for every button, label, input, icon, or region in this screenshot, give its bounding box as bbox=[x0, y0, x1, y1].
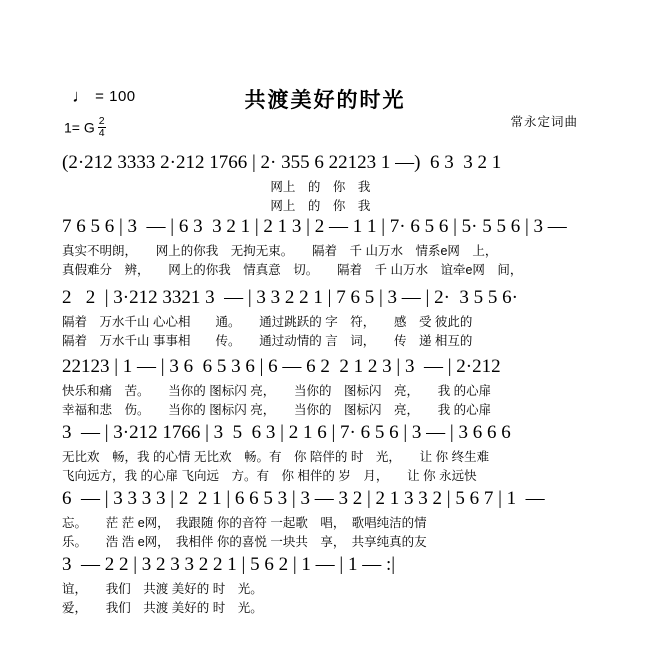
lyric-line-2: 乐。 浩 浩 e网， 我相伴 你的喜悦 一块共 享， 共享纯真的友 bbox=[62, 535, 427, 549]
music-system-6 bbox=[62, 484, 592, 552]
notation-line: (2·212 3333 2·212 1766 | 2· 355 6 22123 1 —) 6 3 3 2 1 bbox=[62, 152, 502, 173]
music-system-5 bbox=[62, 418, 592, 486]
lyric-line-2: 飞向远方，我 的心扉 飞向远 方。有 你 相伴的 岁 月， 让 你 永远快 bbox=[62, 469, 477, 483]
lyric-line-2: 幸福和悲 伤。 当你的 图标闪 亮， 当你的 图标闪 亮， 我 的心扉 bbox=[62, 403, 492, 417]
lyric-line-2: 真假难分 辨， 网上的你我 情真意 切。 隔着 千 山万水 谊牵e网 间， bbox=[62, 263, 523, 277]
composer-credit: 常永定词曲 bbox=[510, 115, 578, 129]
music-system-1 bbox=[62, 148, 592, 216]
key-signature bbox=[64, 116, 106, 138]
lyric-line-1: 网上 的 你 我 bbox=[62, 180, 371, 194]
music-system-7 bbox=[62, 550, 592, 618]
music-system-2 bbox=[62, 212, 592, 280]
lyric-line-1: 无比欢 畅，我 的心情 无比欢 畅。有 你 陪伴的 时 光， 让 你 终生难 bbox=[62, 450, 490, 464]
tempo-value: = 100 bbox=[95, 88, 136, 105]
notation-line: 6 — | 3 3 3 3 | 2 2 1 | 6 6 5 3 | 3 — 3 2 | 2 1 3 3 2 | 5 6 7 | 1 — bbox=[62, 488, 545, 509]
notation-line: 3 — 2 2 | 3 2 3 3 2 2 1 | 5 6 2 | 1 — | 1 — :| bbox=[62, 554, 396, 575]
quarter-note-icon: ♩ bbox=[72, 86, 91, 106]
notation-line: 22123 | 1 — | 3 6 6 5 3 6 | 6 — 6 2 2 1 2 3 | 3 — | 2·212 bbox=[62, 356, 501, 377]
lyric-line-2: 爱， 我们 共渡 美好的 时 光。 bbox=[62, 601, 263, 615]
music-system-4 bbox=[62, 352, 592, 420]
lyric-line-1: 谊， 我们 共渡 美好的 时 光。 bbox=[62, 582, 263, 596]
lyric-line-1: 真实不明朗， 网上的你我 无拘无束。 隔着 千 山万水 情系e网 上， bbox=[62, 244, 498, 258]
music-system-3 bbox=[62, 283, 592, 351]
lyric-line-1: 隔着 万水千山 心心相 通。 通过跳跃的 字 符， 感 受 彼此的 bbox=[62, 315, 473, 329]
key-label: 1= G bbox=[64, 119, 95, 136]
lyric-line-2: 网上 的 你 我 bbox=[62, 199, 371, 213]
lyric-line-2: 隔着 万水千山 事事相 传。 通过动情的 言 词， 传 递 相互的 bbox=[62, 334, 473, 348]
time-signature: $\frac{2}{4}$ bbox=[98, 115, 105, 139]
lyric-line-1: 快乐和痛 苦。 当你的 图标闪 亮， 当你的 图标闪 亮， 我 的心扉 bbox=[62, 384, 492, 398]
lyric-line-1: 忘。 茫 茫 e网， 我跟随 你的音符 一起歌 唱， 歌唱纯洁的情 bbox=[62, 516, 427, 530]
notation-line: 3 — | 3·212 1766 | 3 5 6 3 | 2 1 6 | 7· 6 5 6 | 3 — | 3 6 6 6 bbox=[62, 422, 511, 443]
notation-line: 2 2 | 3·212 3321 3 — | 3 3 2 2 1 | 7 6 5 | 3 — | 2· 3 5 5 6· bbox=[62, 287, 518, 308]
notation-line: 7 6 5 6 | 3 — | 6 3 3 2 1 | 2 1 3 | 2 — 1 1 | 7· 6 5 6 | 5· 5 5 6 | 3 — bbox=[62, 216, 567, 237]
page-title: 共渡美好的时光 bbox=[244, 89, 406, 112]
